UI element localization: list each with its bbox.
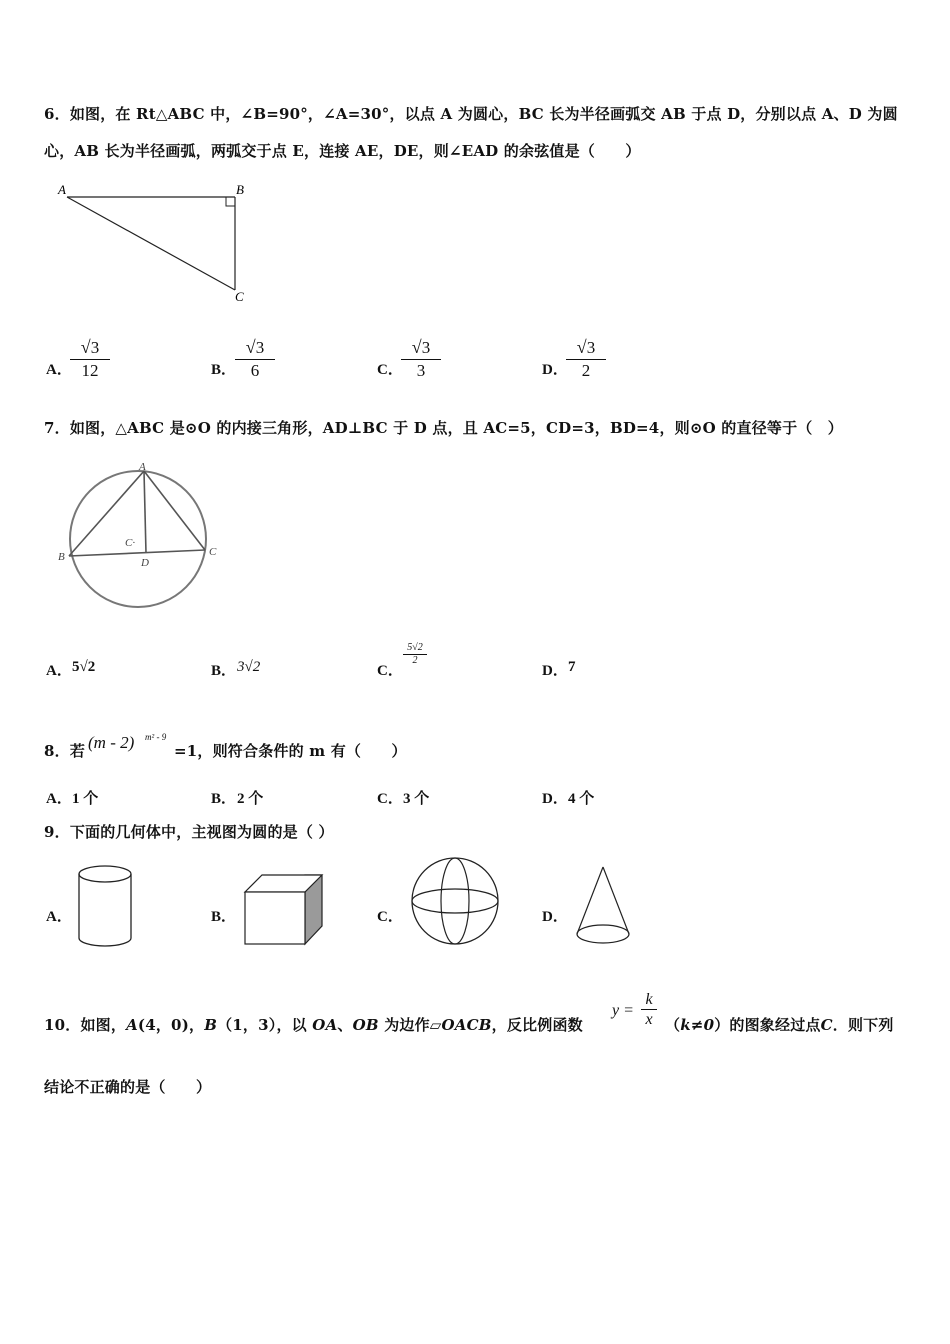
q7-circle-figure bbox=[55, 458, 230, 613]
cube-icon bbox=[242, 872, 326, 948]
fraction: $\frac{√3}{2}$ bbox=[566, 337, 606, 382]
option-value: 3√2 bbox=[237, 659, 261, 675]
option-letter: B． bbox=[211, 791, 237, 807]
option-letter: A． bbox=[46, 791, 72, 807]
segment-bc bbox=[69, 550, 205, 556]
fn-y: y = bbox=[612, 1002, 634, 1019]
label-b: B bbox=[236, 182, 244, 197]
right-angle-mark bbox=[226, 197, 235, 206]
option-letter: A． bbox=[46, 362, 72, 378]
q8-base: (m - 2) bbox=[88, 733, 135, 752]
label-b: B bbox=[58, 551, 65, 563]
q8-prefix: 8．若 bbox=[44, 742, 86, 760]
option-letter: C． bbox=[377, 362, 403, 378]
option-letter: D． bbox=[542, 909, 568, 925]
option-letter: C． bbox=[377, 791, 403, 807]
fraction: $\frac{√3}{12}$ bbox=[70, 337, 110, 382]
q10-line1: 10．如图，A(4，0)，B（1，3），以 OA、OB 为边作▱OACB，反比例函数 y = k x （k≠0）的图象经过点C．则下列 bbox=[44, 991, 894, 1034]
option-value: 5√2 bbox=[72, 659, 96, 675]
cone-icon bbox=[574, 864, 632, 948]
circle-o bbox=[70, 471, 206, 607]
fraction: 5√2 2 bbox=[403, 642, 427, 667]
label-o: C· bbox=[125, 537, 136, 549]
option-letter: D． bbox=[542, 362, 568, 378]
option-letter: B． bbox=[211, 909, 237, 925]
q6-line1: 6．如图，在 Rt△ABC 中，∠B=90°，∠A=30°，以点 A 为圆心，BC 长为半径画弧交 AB 于点 D，分别以点 A、D 为圆 bbox=[44, 105, 898, 123]
q8-exponent: m² - 9 bbox=[145, 732, 167, 742]
q9-text: 9．下面的几何体中，主视图为圆的是（ ） bbox=[44, 823, 334, 841]
sphere-icon bbox=[410, 856, 502, 948]
q6-triangle-figure bbox=[55, 180, 255, 310]
option-value: 7 bbox=[568, 659, 576, 675]
q10-line2: 结论不正确的是（ ） bbox=[44, 1078, 212, 1096]
option-value: 3 个 bbox=[403, 791, 430, 807]
q8-suffix: =1，则符合条件的 m 有（ ） bbox=[174, 742, 407, 760]
option-letter: B． bbox=[211, 663, 237, 679]
option-letter: C． bbox=[377, 663, 403, 679]
fn-fraction: k x bbox=[641, 990, 657, 1030]
label-a: A bbox=[139, 461, 146, 473]
q7-text: 7．如图，△ABC 是⊙O 的内接三角形，AD⊥BC 于 D 点，且 AC=5，CD=3，BD=4，则⊙O 的直径等于（ ） bbox=[44, 419, 843, 437]
segment-ac bbox=[144, 471, 205, 550]
cylinder-icon bbox=[76, 864, 134, 948]
option-letter: C． bbox=[377, 909, 403, 925]
option-letter: A． bbox=[46, 663, 72, 679]
option-letter: D． bbox=[542, 791, 568, 807]
option-value: 1 个 bbox=[72, 791, 99, 807]
label-c: C bbox=[235, 289, 244, 304]
label-d: D bbox=[141, 557, 149, 569]
segment-ad bbox=[144, 471, 146, 553]
option-value: 4 个 bbox=[568, 791, 595, 807]
fraction: $\frac{√3}{3}$ bbox=[401, 337, 441, 382]
option-value: 2 个 bbox=[237, 791, 264, 807]
option-letter: B． bbox=[211, 362, 237, 378]
q6-line2: 心，AB 长为半径画弧，两弧交于点 E，连接 AE，DE，则∠EAD 的余弦值是（ ） bbox=[44, 142, 641, 160]
option-letter: A． bbox=[46, 909, 72, 925]
label-a: A bbox=[58, 182, 66, 197]
segment-ac bbox=[67, 197, 235, 290]
fraction: $\frac{√3}{6}$ bbox=[235, 337, 275, 382]
option-letter: D． bbox=[542, 663, 568, 679]
label-c: C bbox=[209, 546, 217, 558]
